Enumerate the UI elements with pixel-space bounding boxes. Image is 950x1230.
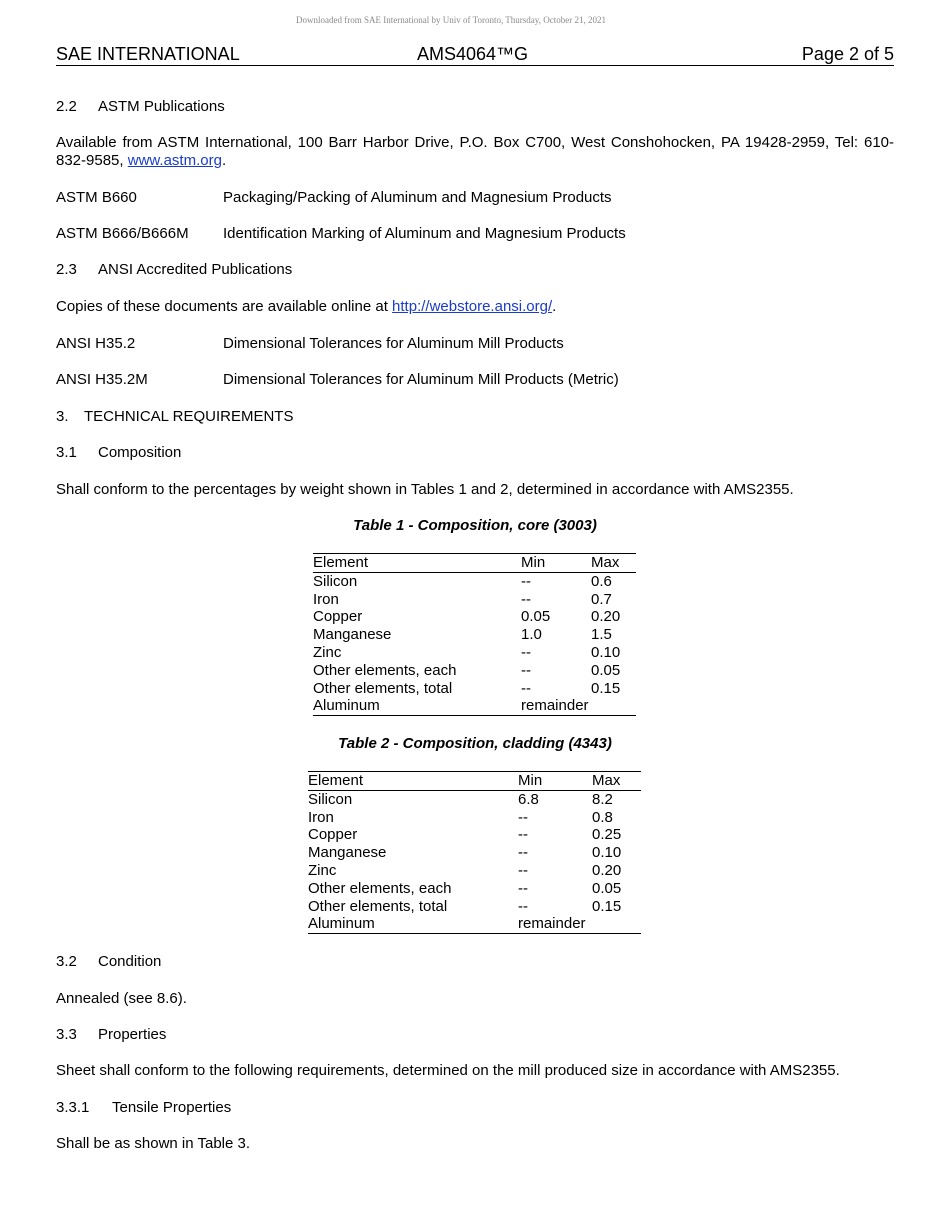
table-row (308, 880, 641, 898)
cell: 0.15 (592, 897, 622, 915)
cell: Aluminum (313, 697, 521, 715)
section-title: ANSI Accredited Publications (98, 261, 293, 278)
reference-code: ANSI H35.2 (56, 335, 136, 352)
cell: Other elements, total (308, 897, 448, 915)
paragraph-text: Available from ASTM International, 100 Barr Harbor Drive, P.O. Box C700, West Conshohocken, PA 19428-2959, Tel: 610-832-9585, (56, 134, 894, 169)
table-row (308, 862, 641, 880)
paragraph-text: . (221, 152, 227, 169)
cell: Copper (308, 826, 358, 844)
section-number: 3.3 (56, 1026, 77, 1043)
section-title: Properties (98, 1026, 167, 1043)
properties-paragraph: Sheet shall conform to the following requirements, determined on the mill produced size in accordance with AMS2355. (56, 1062, 840, 1079)
reference-title: Dimensional Tolerances for Aluminum Mill Products (Metric) (223, 371, 619, 388)
condition-paragraph: Annealed (see 8.6). (56, 990, 187, 1007)
reference-code: ANSI H35.2M (56, 371, 148, 388)
cell: 0.05 (591, 661, 621, 679)
paragraph-text: . (552, 298, 557, 315)
cell: Manganese (308, 844, 387, 862)
cell: -- (518, 897, 528, 915)
section-3-3-heading (56, 1026, 166, 1043)
table-row (308, 809, 641, 827)
table-row (308, 844, 641, 862)
cell: 0.7 (591, 590, 612, 608)
section-3-1-heading (56, 444, 181, 461)
astm-availability-paragraph (56, 134, 894, 170)
section-3-heading (56, 408, 293, 425)
cell: Other elements, each (308, 879, 452, 897)
cell: 1.5 (591, 626, 612, 644)
cell: Silicon (308, 790, 353, 808)
section-number: 3.2 (56, 953, 77, 970)
table-row (308, 898, 641, 916)
section-title: ASTM Publications (98, 98, 225, 115)
cell: remainder (518, 915, 641, 933)
column-header: Min (521, 554, 591, 573)
table-row (308, 826, 641, 844)
cell: remainder (521, 697, 636, 715)
header-doc-number: AMS4064™G (417, 44, 529, 64)
cell: 0.25 (592, 826, 622, 844)
table-row (308, 915, 641, 933)
column-header: Min (518, 772, 592, 791)
table-row (313, 608, 636, 626)
section-number: 3.3.1 (56, 1099, 90, 1116)
ansi-webstore-link[interactable]: http://webstore.ansi.org/ (392, 298, 553, 315)
cell: -- (521, 590, 531, 608)
table-1-composition-core (313, 553, 636, 716)
table-2-caption: Table 2 - Composition, cladding (4343) (338, 735, 612, 752)
section-number: 3.1 (56, 444, 77, 461)
paragraph-text: Copies of these documents are available online at (56, 298, 393, 315)
section-number: 2.3 (56, 261, 77, 278)
page-header (56, 43, 894, 66)
section-3-2-heading (56, 953, 161, 970)
cell: 0.8 (592, 808, 613, 826)
cell: Zinc (308, 861, 337, 879)
cell: 0.10 (591, 643, 621, 661)
cell: Zinc (313, 643, 342, 661)
section-title: TECHNICAL REQUIREMENTS (84, 408, 294, 425)
cell: -- (518, 808, 528, 826)
reference-title: Packaging/Packing of Aluminum and Magnesium Products (223, 189, 612, 206)
section-3-3-1-heading (56, 1099, 231, 1116)
table-1-caption: Table 1 - Composition, core (3003) (353, 517, 597, 534)
cell: -- (518, 826, 528, 844)
section-title: Condition (98, 953, 162, 970)
table-row (313, 572, 636, 590)
cell: -- (518, 861, 528, 879)
cell: -- (521, 643, 531, 661)
cell: 0.20 (592, 861, 622, 879)
column-header: Element (313, 554, 521, 573)
reference-code: ASTM B666/B666M (56, 225, 189, 242)
cell: 0.6 (591, 572, 612, 590)
column-header: Element (308, 772, 518, 791)
table-header-row (313, 554, 636, 573)
section-2-3-heading (56, 261, 292, 278)
cell: Other elements, each (313, 661, 457, 679)
table-row (313, 697, 636, 715)
cell: 0.05 (592, 879, 622, 897)
cell: Iron (313, 590, 339, 608)
column-header: Max (591, 554, 636, 573)
cell: -- (518, 844, 528, 862)
download-watermark: Downloaded from SAE International by Univ of Toronto, Thursday, October 21, 2021 (296, 15, 606, 25)
cell: Aluminum (308, 915, 518, 933)
cell: 8.2 (592, 790, 613, 808)
column-header: Max (592, 772, 641, 791)
section-2-2-heading (56, 98, 225, 115)
reference-title: Identification Marking of Aluminum and Magnesium Products (223, 225, 626, 242)
cell: 1.0 (521, 626, 542, 644)
cell: Manganese (313, 626, 392, 644)
section-title: Composition (98, 444, 182, 461)
table-row (313, 644, 636, 662)
composition-paragraph: Shall conform to the percentages by weight shown in Tables 1 and 2, determined in accordance with AMS2355. (56, 481, 794, 498)
cell: Copper (313, 608, 363, 626)
cell: Iron (308, 808, 334, 826)
table-row (313, 626, 636, 644)
cell: Other elements, total (313, 679, 453, 697)
tensile-paragraph: Shall be as shown in Table 3. (56, 1135, 251, 1152)
table-row (313, 662, 636, 680)
table-row (313, 680, 636, 698)
cell: Silicon (313, 572, 358, 590)
section-number: 3. (56, 408, 69, 425)
reference-title: Dimensional Tolerances for Aluminum Mill Products (223, 335, 564, 352)
table-row (308, 790, 641, 808)
astm-link[interactable]: www.astm.org (127, 152, 222, 169)
cell: 0.20 (591, 608, 621, 626)
header-page-number: Page 2 of 5 (801, 44, 894, 64)
cell: -- (521, 679, 531, 697)
reference-code: ASTM B660 (56, 189, 137, 206)
cell: -- (521, 661, 531, 679)
header-org: SAE INTERNATIONAL (56, 44, 240, 64)
ansi-availability-paragraph (56, 298, 556, 315)
section-title: Tensile Properties (112, 1099, 232, 1116)
table-row (313, 591, 636, 609)
cell: -- (518, 879, 528, 897)
section-number: 2.2 (56, 98, 77, 115)
cell: 0.10 (592, 844, 622, 862)
cell: -- (521, 572, 531, 590)
table-header-row (308, 772, 641, 791)
cell: 6.8 (518, 790, 539, 808)
cell: 0.15 (591, 679, 621, 697)
table-2-composition-cladding (308, 771, 641, 934)
cell: 0.05 (521, 608, 551, 626)
